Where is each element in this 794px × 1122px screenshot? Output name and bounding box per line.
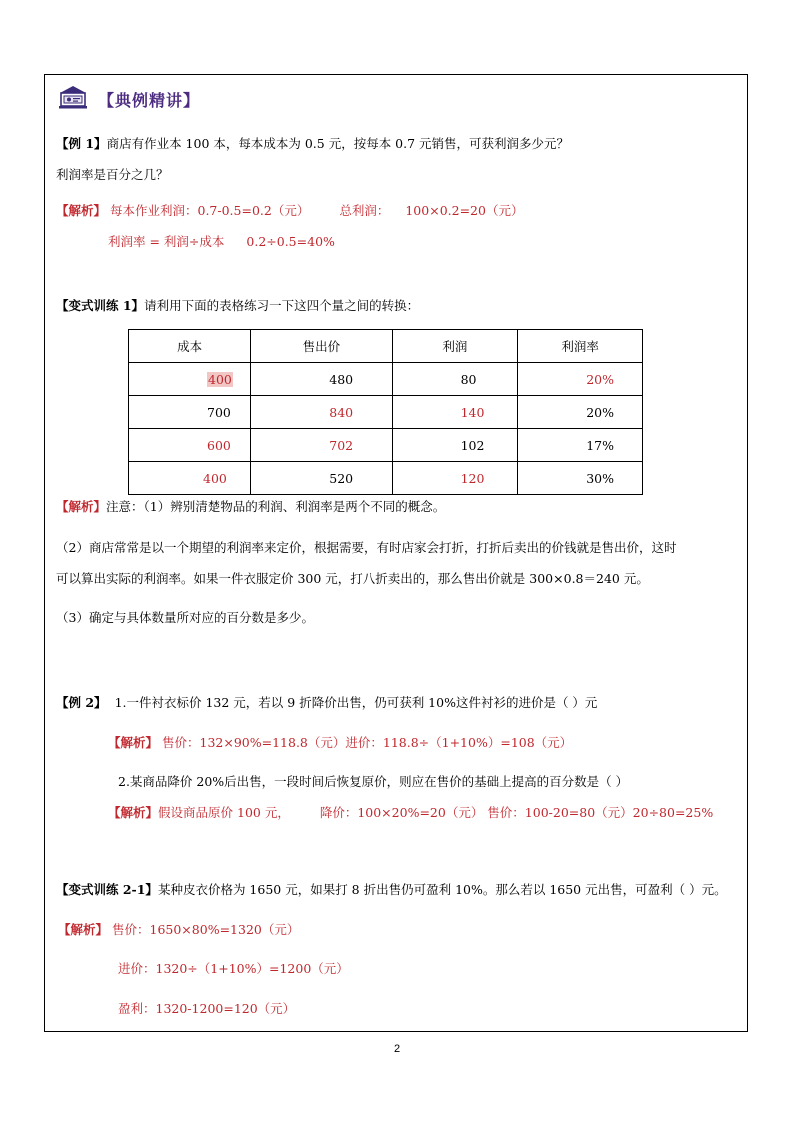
table-row bbox=[129, 429, 643, 462]
table-cell: 400 bbox=[129, 363, 251, 396]
page-number: 2 bbox=[393, 1043, 401, 1055]
table-cell: 30% bbox=[518, 462, 643, 495]
example2-q1: 【例 2】 1.一件衬衣标价 132 元，若以 9 折降价出售，仍可获利 10%这件衬衫的进价是（ ）元 bbox=[56, 695, 598, 710]
table-cell: 17% bbox=[518, 429, 643, 462]
drill21-line2: 进价：1320÷（1+10%）=1200（元） bbox=[118, 961, 349, 976]
table-cell: 20% bbox=[518, 363, 643, 396]
drill21-prompt: 【变式训练 2-1】某种皮衣价格为 1650 元，如果打 8 折出售仍可盈利 10%。那么若以 1650 元出售，可盈利（ ）元。 bbox=[56, 882, 727, 897]
drill21-line3: 盈利：1320-1200=120（元） bbox=[118, 1001, 296, 1016]
section-header bbox=[58, 86, 200, 112]
table-row bbox=[129, 462, 643, 495]
table-cell: 600 bbox=[129, 429, 251, 462]
table-cell: 480 bbox=[251, 363, 392, 396]
drill1-note1: 【解析】注意：（1）辨别清楚物品的利润、利润率是两个不同的概念。 bbox=[56, 499, 446, 514]
table-cell: 700 bbox=[129, 396, 251, 429]
example2-a1: 【解析】 售价：132×90%=118.8（元）进价：118.8÷（1+10%）=108（元） bbox=[108, 735, 573, 750]
table-cell: 840 bbox=[251, 396, 392, 429]
table-row bbox=[129, 363, 643, 396]
example1-question-line2: 利润率是百分之几？ bbox=[56, 167, 169, 182]
table-row bbox=[129, 396, 643, 429]
example1-analysis-line1: 【解析】 每本作业利润：0.7-0.5=0.2（元） 总利润： 100×0.2=20（元） bbox=[56, 203, 524, 218]
table-cell: 140 bbox=[392, 396, 518, 429]
table-header-row bbox=[129, 330, 643, 363]
table-header-cell: 成本 bbox=[129, 330, 251, 363]
classroom-board-icon bbox=[58, 85, 88, 113]
table-cell: 520 bbox=[251, 462, 392, 495]
example2-a2: 【解析】假设商品原价 100 元， 降价：100×20%=20（元） 售价：100-20=80（元）20÷80=25% bbox=[108, 805, 714, 820]
table-header-cell: 利润 bbox=[392, 330, 518, 363]
drill1-note2-line1: （2）商店常常是以一个期望的利润率来定价，根据需要，有时店家会打折，打折后卖出的价钱就是售出价，这时 bbox=[56, 540, 677, 555]
table-cell: 102 bbox=[392, 429, 518, 462]
conversion-table bbox=[128, 329, 643, 495]
drill1-note2-line2: 可以算出实际的利润率。如果一件衣服定价 300 元，打八折卖出的，那么售出价就是 300×0.8＝240 元。 bbox=[56, 571, 649, 586]
table-header-cell: 售出价 bbox=[251, 330, 392, 363]
table-cell: 80 bbox=[392, 363, 518, 396]
table-cell: 702 bbox=[251, 429, 392, 462]
table-cell: 120 bbox=[392, 462, 518, 495]
table-cell: 20% bbox=[518, 396, 643, 429]
table-cell: 400 bbox=[129, 462, 251, 495]
drill1-prompt: 【变式训练 1】请利用下面的表格练习一下这四个量之间的转换： bbox=[56, 298, 420, 313]
example1-analysis-line2: 利润率 = 利润÷成本 0.2÷0.5=40% bbox=[108, 234, 335, 249]
drill21-line1: 【解析】 售价：1650×80%=1320（元） bbox=[58, 922, 300, 937]
table-header-cell: 利润率 bbox=[518, 330, 643, 363]
example1-question-line1: 【例 1】商店有作业本 100 本，每本成本为 0.5 元，按每本 0.7 元销售，可获利润多少元？ bbox=[56, 136, 570, 151]
section-title: 【典例精讲】 bbox=[98, 90, 201, 110]
drill1-note3: （3）确定与具体数量所对应的百分数是多少。 bbox=[56, 610, 314, 625]
example2-q2: 2.某商品降价 20%后出售，一段时间后恢复原价，则应在售价的基础上提高的百分数是（ ） bbox=[118, 774, 629, 789]
